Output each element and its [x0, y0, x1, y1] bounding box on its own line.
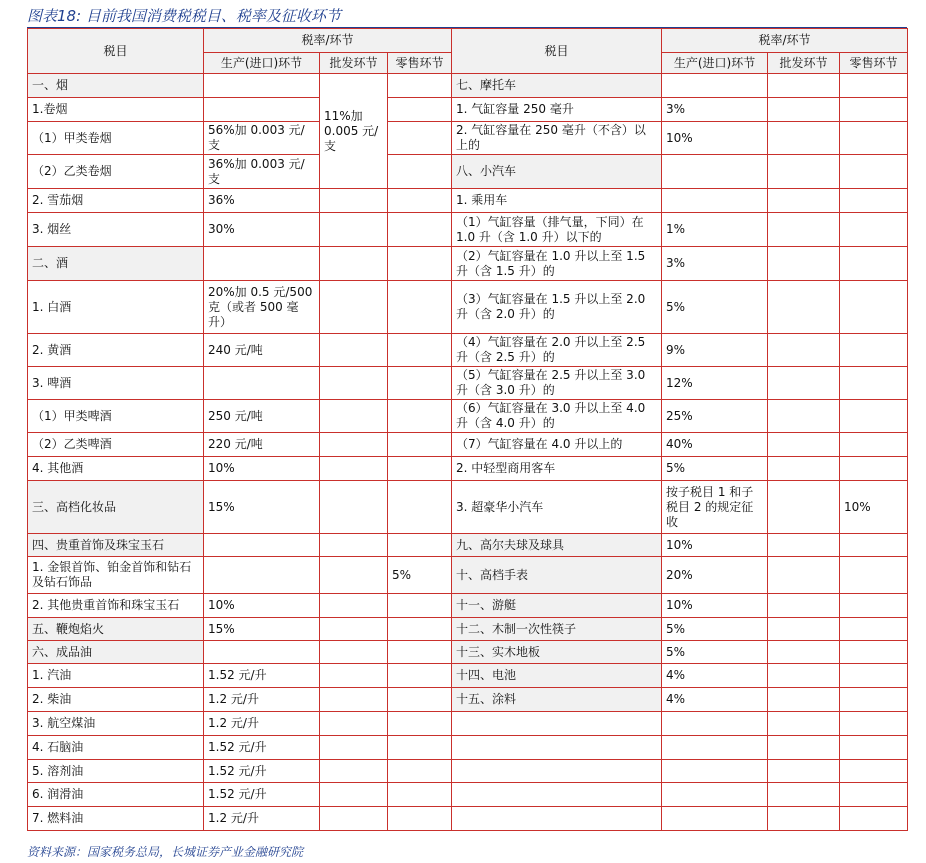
empty-cell	[662, 74, 768, 98]
item-cell: 2. 柴油	[28, 688, 204, 712]
production-rate-cell: 按子税目 1 和子税目 2 的规定征收	[662, 481, 768, 534]
empty-cell	[320, 457, 388, 481]
production-rate-cell: 1.52 元/升	[204, 783, 320, 807]
empty-cell	[768, 213, 840, 247]
item-cell: 6. 润滑油	[28, 783, 204, 807]
production-rate-cell: 240 元/吨	[204, 334, 320, 367]
empty-cell	[840, 557, 908, 594]
empty-cell	[840, 594, 908, 618]
production-rate-cell: 1.2 元/升	[204, 712, 320, 736]
production-rate-cell: 10%	[662, 594, 768, 618]
table-row	[28, 281, 908, 334]
empty-cell	[840, 122, 908, 155]
table-row	[28, 760, 908, 783]
empty-cell	[768, 594, 840, 618]
empty-cell	[320, 807, 388, 831]
table-row	[28, 688, 908, 712]
empty-cell	[840, 367, 908, 400]
empty-cell	[320, 481, 388, 534]
item-cell: （5）气缸容量在 2.5 升以上至 3.0 升（含 3.0 升）的	[452, 367, 662, 400]
empty-cell	[388, 155, 452, 189]
empty-cell	[768, 122, 840, 155]
production-rate-cell: 1.2 元/升	[204, 688, 320, 712]
empty-cell	[840, 534, 908, 557]
empty-cell	[768, 433, 840, 457]
item-cell: 3. 烟丝	[28, 213, 204, 247]
category-cell: 五、鞭炮焰火	[28, 618, 204, 641]
item-cell: 3. 航空煤油	[28, 712, 204, 736]
empty-cell	[768, 481, 840, 534]
table-row	[28, 557, 908, 594]
production-rate-cell: 36%加 0.003 元/支	[204, 155, 320, 189]
empty-cell	[768, 247, 840, 281]
empty-cell	[662, 807, 768, 831]
empty-cell	[320, 400, 388, 433]
header-wholesale-left: 批发环节	[320, 53, 388, 74]
table-row	[28, 122, 908, 155]
item-cell: 1. 白酒	[28, 281, 204, 334]
empty-cell	[204, 534, 320, 557]
table-row	[28, 98, 908, 122]
empty-cell	[204, 557, 320, 594]
empty-cell	[662, 783, 768, 807]
production-rate-cell: 20%加 0.5 元/500 克（或者 500 毫升）	[204, 281, 320, 334]
empty-cell	[840, 618, 908, 641]
production-rate-cell: 5%	[662, 641, 768, 664]
table-row	[28, 189, 908, 213]
table-row	[28, 457, 908, 481]
empty-cell	[768, 189, 840, 213]
item-cell: 5. 溶剂油	[28, 760, 204, 783]
empty-cell	[204, 367, 320, 400]
header-wholesale-right: 批发环节	[768, 53, 840, 74]
empty-cell	[388, 433, 452, 457]
empty-cell	[840, 760, 908, 783]
empty-cell	[662, 760, 768, 783]
empty-cell	[388, 367, 452, 400]
empty-cell	[204, 74, 320, 98]
empty-cell	[840, 155, 908, 189]
production-rate-cell: 15%	[204, 618, 320, 641]
empty-cell	[662, 155, 768, 189]
empty-cell	[768, 807, 840, 831]
production-rate-cell: 10%	[204, 457, 320, 481]
empty-cell	[388, 457, 452, 481]
empty-cell	[388, 122, 452, 155]
empty-cell	[452, 783, 662, 807]
table-row	[28, 807, 908, 831]
empty-cell	[768, 760, 840, 783]
empty-cell	[320, 557, 388, 594]
table-row	[28, 74, 908, 98]
table-row	[28, 618, 908, 641]
category-cell: 一、烟	[28, 74, 204, 98]
empty-cell	[320, 247, 388, 281]
empty-cell	[388, 664, 452, 688]
production-rate-cell: 40%	[662, 433, 768, 457]
empty-cell	[662, 189, 768, 213]
empty-cell	[840, 641, 908, 664]
empty-cell	[768, 783, 840, 807]
table-row	[28, 712, 908, 736]
empty-cell	[768, 712, 840, 736]
table-row	[28, 481, 908, 534]
empty-cell	[388, 213, 452, 247]
header-item-left: 税目	[28, 29, 204, 74]
production-rate-cell: 250 元/吨	[204, 400, 320, 433]
empty-cell	[388, 189, 452, 213]
header-retail-left: 零售环节	[388, 53, 452, 74]
empty-cell	[840, 433, 908, 457]
table-row	[28, 534, 908, 557]
empty-cell	[388, 594, 452, 618]
table-row	[28, 334, 908, 367]
table-row	[28, 433, 908, 457]
empty-cell	[320, 534, 388, 557]
empty-cell	[452, 736, 662, 760]
item-cell: 2. 气缸容量在 250 毫升（不含）以上的	[452, 122, 662, 155]
empty-cell	[768, 688, 840, 712]
empty-cell	[768, 557, 840, 594]
production-rate-cell: 4%	[662, 688, 768, 712]
empty-cell	[840, 664, 908, 688]
empty-cell	[320, 760, 388, 783]
category-cell: 十一、游艇	[452, 594, 662, 618]
item-cell: （1）甲类卷烟	[28, 122, 204, 155]
item-cell: （2）乙类啤酒	[28, 433, 204, 457]
empty-cell	[204, 641, 320, 664]
empty-cell	[840, 712, 908, 736]
item-cell: （2）气缸容量在 1.0 升以上至 1.5 升（含 1.5 升）的	[452, 247, 662, 281]
item-cell: 1. 乘用车	[452, 189, 662, 213]
empty-cell	[388, 736, 452, 760]
item-cell: （3）气缸容量在 1.5 升以上至 2.0 升（含 2.0 升）的	[452, 281, 662, 334]
wholesale-cell: 11%加 0.005 元/支	[320, 74, 388, 189]
empty-cell	[320, 594, 388, 618]
empty-cell	[388, 688, 452, 712]
empty-cell	[768, 618, 840, 641]
production-rate-cell: 36%	[204, 189, 320, 213]
category-cell: 七、摩托车	[452, 74, 662, 98]
category-cell: 十、高档手表	[452, 557, 662, 594]
production-rate-cell: 1.52 元/升	[204, 736, 320, 760]
production-rate-cell: 1%	[662, 213, 768, 247]
production-rate-cell: 10%	[204, 594, 320, 618]
empty-cell	[204, 247, 320, 281]
empty-cell	[840, 400, 908, 433]
item-cell: 1. 气缸容量 250 毫升	[452, 98, 662, 122]
empty-cell	[768, 534, 840, 557]
empty-cell	[768, 74, 840, 98]
category-cell: 十二、木制一次性筷子	[452, 618, 662, 641]
empty-cell	[320, 736, 388, 760]
header-rate-right: 税率/环节	[662, 29, 908, 53]
empty-cell	[768, 641, 840, 664]
empty-cell	[768, 736, 840, 760]
empty-cell	[840, 688, 908, 712]
item-cell: （6）气缸容量在 3.0 升以上至 4.0 升（含 4.0 升）的	[452, 400, 662, 433]
empty-cell	[388, 618, 452, 641]
empty-cell	[320, 433, 388, 457]
table-row	[28, 400, 908, 433]
category-cell: 十三、实木地板	[452, 641, 662, 664]
empty-cell	[840, 247, 908, 281]
empty-cell	[388, 783, 452, 807]
empty-cell	[388, 641, 452, 664]
header-rate-left: 税率/环节	[204, 29, 452, 53]
empty-cell	[388, 247, 452, 281]
empty-cell	[840, 783, 908, 807]
empty-cell	[452, 760, 662, 783]
category-cell: 十四、电池	[452, 664, 662, 688]
table-row	[28, 213, 908, 247]
category-cell: 十五、涂料	[452, 688, 662, 712]
empty-cell	[840, 281, 908, 334]
empty-cell	[388, 334, 452, 367]
category-cell: 八、小汽车	[452, 155, 662, 189]
item-cell: （4）气缸容量在 2.0 升以上至 2.5 升（含 2.5 升）的	[452, 334, 662, 367]
category-cell: 九、高尔夫球及球具	[452, 534, 662, 557]
empty-cell	[388, 74, 452, 98]
item-cell: （7）气缸容量在 4.0 升以上的	[452, 433, 662, 457]
production-rate-cell: 30%	[204, 213, 320, 247]
table-row	[28, 783, 908, 807]
empty-cell	[840, 807, 908, 831]
empty-cell	[204, 98, 320, 122]
empty-cell	[320, 688, 388, 712]
empty-cell	[388, 534, 452, 557]
empty-cell	[662, 712, 768, 736]
empty-cell	[662, 736, 768, 760]
empty-cell	[388, 807, 452, 831]
item-cell: 2. 中轻型商用客车	[452, 457, 662, 481]
empty-cell	[320, 281, 388, 334]
empty-cell	[388, 98, 452, 122]
category-cell: 四、贵重首饰及珠宝玉石	[28, 534, 204, 557]
item-cell: 7. 燃料油	[28, 807, 204, 831]
item-cell: 1. 金银首饰、铂金首饰和钻石及钻石饰品	[28, 557, 204, 594]
header-item-right: 税目	[452, 29, 662, 74]
table-row	[28, 155, 908, 189]
empty-cell	[320, 641, 388, 664]
empty-cell	[320, 367, 388, 400]
consumption-tax-table	[27, 28, 908, 831]
table-row	[28, 247, 908, 281]
empty-cell	[768, 334, 840, 367]
empty-cell	[320, 783, 388, 807]
empty-cell	[320, 334, 388, 367]
empty-cell	[840, 189, 908, 213]
item-cell: 4. 其他酒	[28, 457, 204, 481]
item-cell: （2）乙类卷烟	[28, 155, 204, 189]
table-caption: 图表18: 目前我国消费税税目、税率及征收环节	[27, 7, 341, 25]
table-row	[28, 367, 908, 400]
production-rate-cell: 1.52 元/升	[204, 760, 320, 783]
empty-cell	[388, 712, 452, 736]
production-rate-cell: 3%	[662, 247, 768, 281]
production-rate-cell: 56%加 0.003 元/支	[204, 122, 320, 155]
empty-cell	[320, 712, 388, 736]
header-production-right: 生产(进口)环节	[662, 53, 768, 74]
category-cell: 六、成品油	[28, 641, 204, 664]
empty-cell	[768, 367, 840, 400]
production-rate-cell: 12%	[662, 367, 768, 400]
item-cell: 2. 黄酒	[28, 334, 204, 367]
production-rate-cell: 9%	[662, 334, 768, 367]
empty-cell	[320, 618, 388, 641]
production-rate-cell: 1.2 元/升	[204, 807, 320, 831]
category-cell: 三、高档化妆品	[28, 481, 204, 534]
production-rate-cell: 5%	[662, 281, 768, 334]
empty-cell	[388, 281, 452, 334]
production-rate-cell: 220 元/吨	[204, 433, 320, 457]
empty-cell	[840, 213, 908, 247]
production-rate-cell: 4%	[662, 664, 768, 688]
retail-rate-cell: 10%	[840, 481, 908, 534]
item-cell: 1.卷烟	[28, 98, 204, 122]
production-rate-cell: 15%	[204, 481, 320, 534]
production-rate-cell: 5%	[662, 457, 768, 481]
item-cell: 2. 雪茄烟	[28, 189, 204, 213]
retail-rate-cell: 5%	[388, 557, 452, 594]
item-cell: （1）甲类啤酒	[28, 400, 204, 433]
header-retail-right: 零售环节	[840, 53, 908, 74]
production-rate-cell: 10%	[662, 534, 768, 557]
production-rate-cell: 10%	[662, 122, 768, 155]
item-cell: 3. 啤酒	[28, 367, 204, 400]
item-cell: （1）气缸容量（排气量，下同）在 1.0 升（含 1.0 升）以下的	[452, 213, 662, 247]
category-cell: 二、酒	[28, 247, 204, 281]
production-rate-cell: 25%	[662, 400, 768, 433]
empty-cell	[388, 400, 452, 433]
item-cell: 4. 石脑油	[28, 736, 204, 760]
empty-cell	[768, 457, 840, 481]
production-rate-cell: 5%	[662, 618, 768, 641]
item-cell: 2. 其他贵重首饰和珠宝玉石	[28, 594, 204, 618]
empty-cell	[840, 457, 908, 481]
header-row-1	[28, 29, 908, 53]
empty-cell	[768, 98, 840, 122]
production-rate-cell: 20%	[662, 557, 768, 594]
item-cell: 3. 超豪华小汽车	[452, 481, 662, 534]
empty-cell	[452, 712, 662, 736]
empty-cell	[320, 664, 388, 688]
empty-cell	[840, 736, 908, 760]
empty-cell	[388, 760, 452, 783]
table-row	[28, 664, 908, 688]
empty-cell	[768, 155, 840, 189]
empty-cell	[320, 189, 388, 213]
item-cell: 1. 汽油	[28, 664, 204, 688]
header-production-left: 生产(进口)环节	[204, 53, 320, 74]
empty-cell	[840, 74, 908, 98]
empty-cell	[768, 664, 840, 688]
production-rate-cell: 1.52 元/升	[204, 664, 320, 688]
empty-cell	[768, 281, 840, 334]
empty-cell	[320, 213, 388, 247]
table-row	[28, 641, 908, 664]
production-rate-cell: 3%	[662, 98, 768, 122]
empty-cell	[452, 807, 662, 831]
empty-cell	[840, 334, 908, 367]
empty-cell	[388, 481, 452, 534]
table-row	[28, 594, 908, 618]
source-note: 资料来源：国家税务总局，长城证券产业金融研究院	[27, 845, 304, 859]
table-row	[28, 736, 908, 760]
empty-cell	[768, 400, 840, 433]
empty-cell	[840, 98, 908, 122]
